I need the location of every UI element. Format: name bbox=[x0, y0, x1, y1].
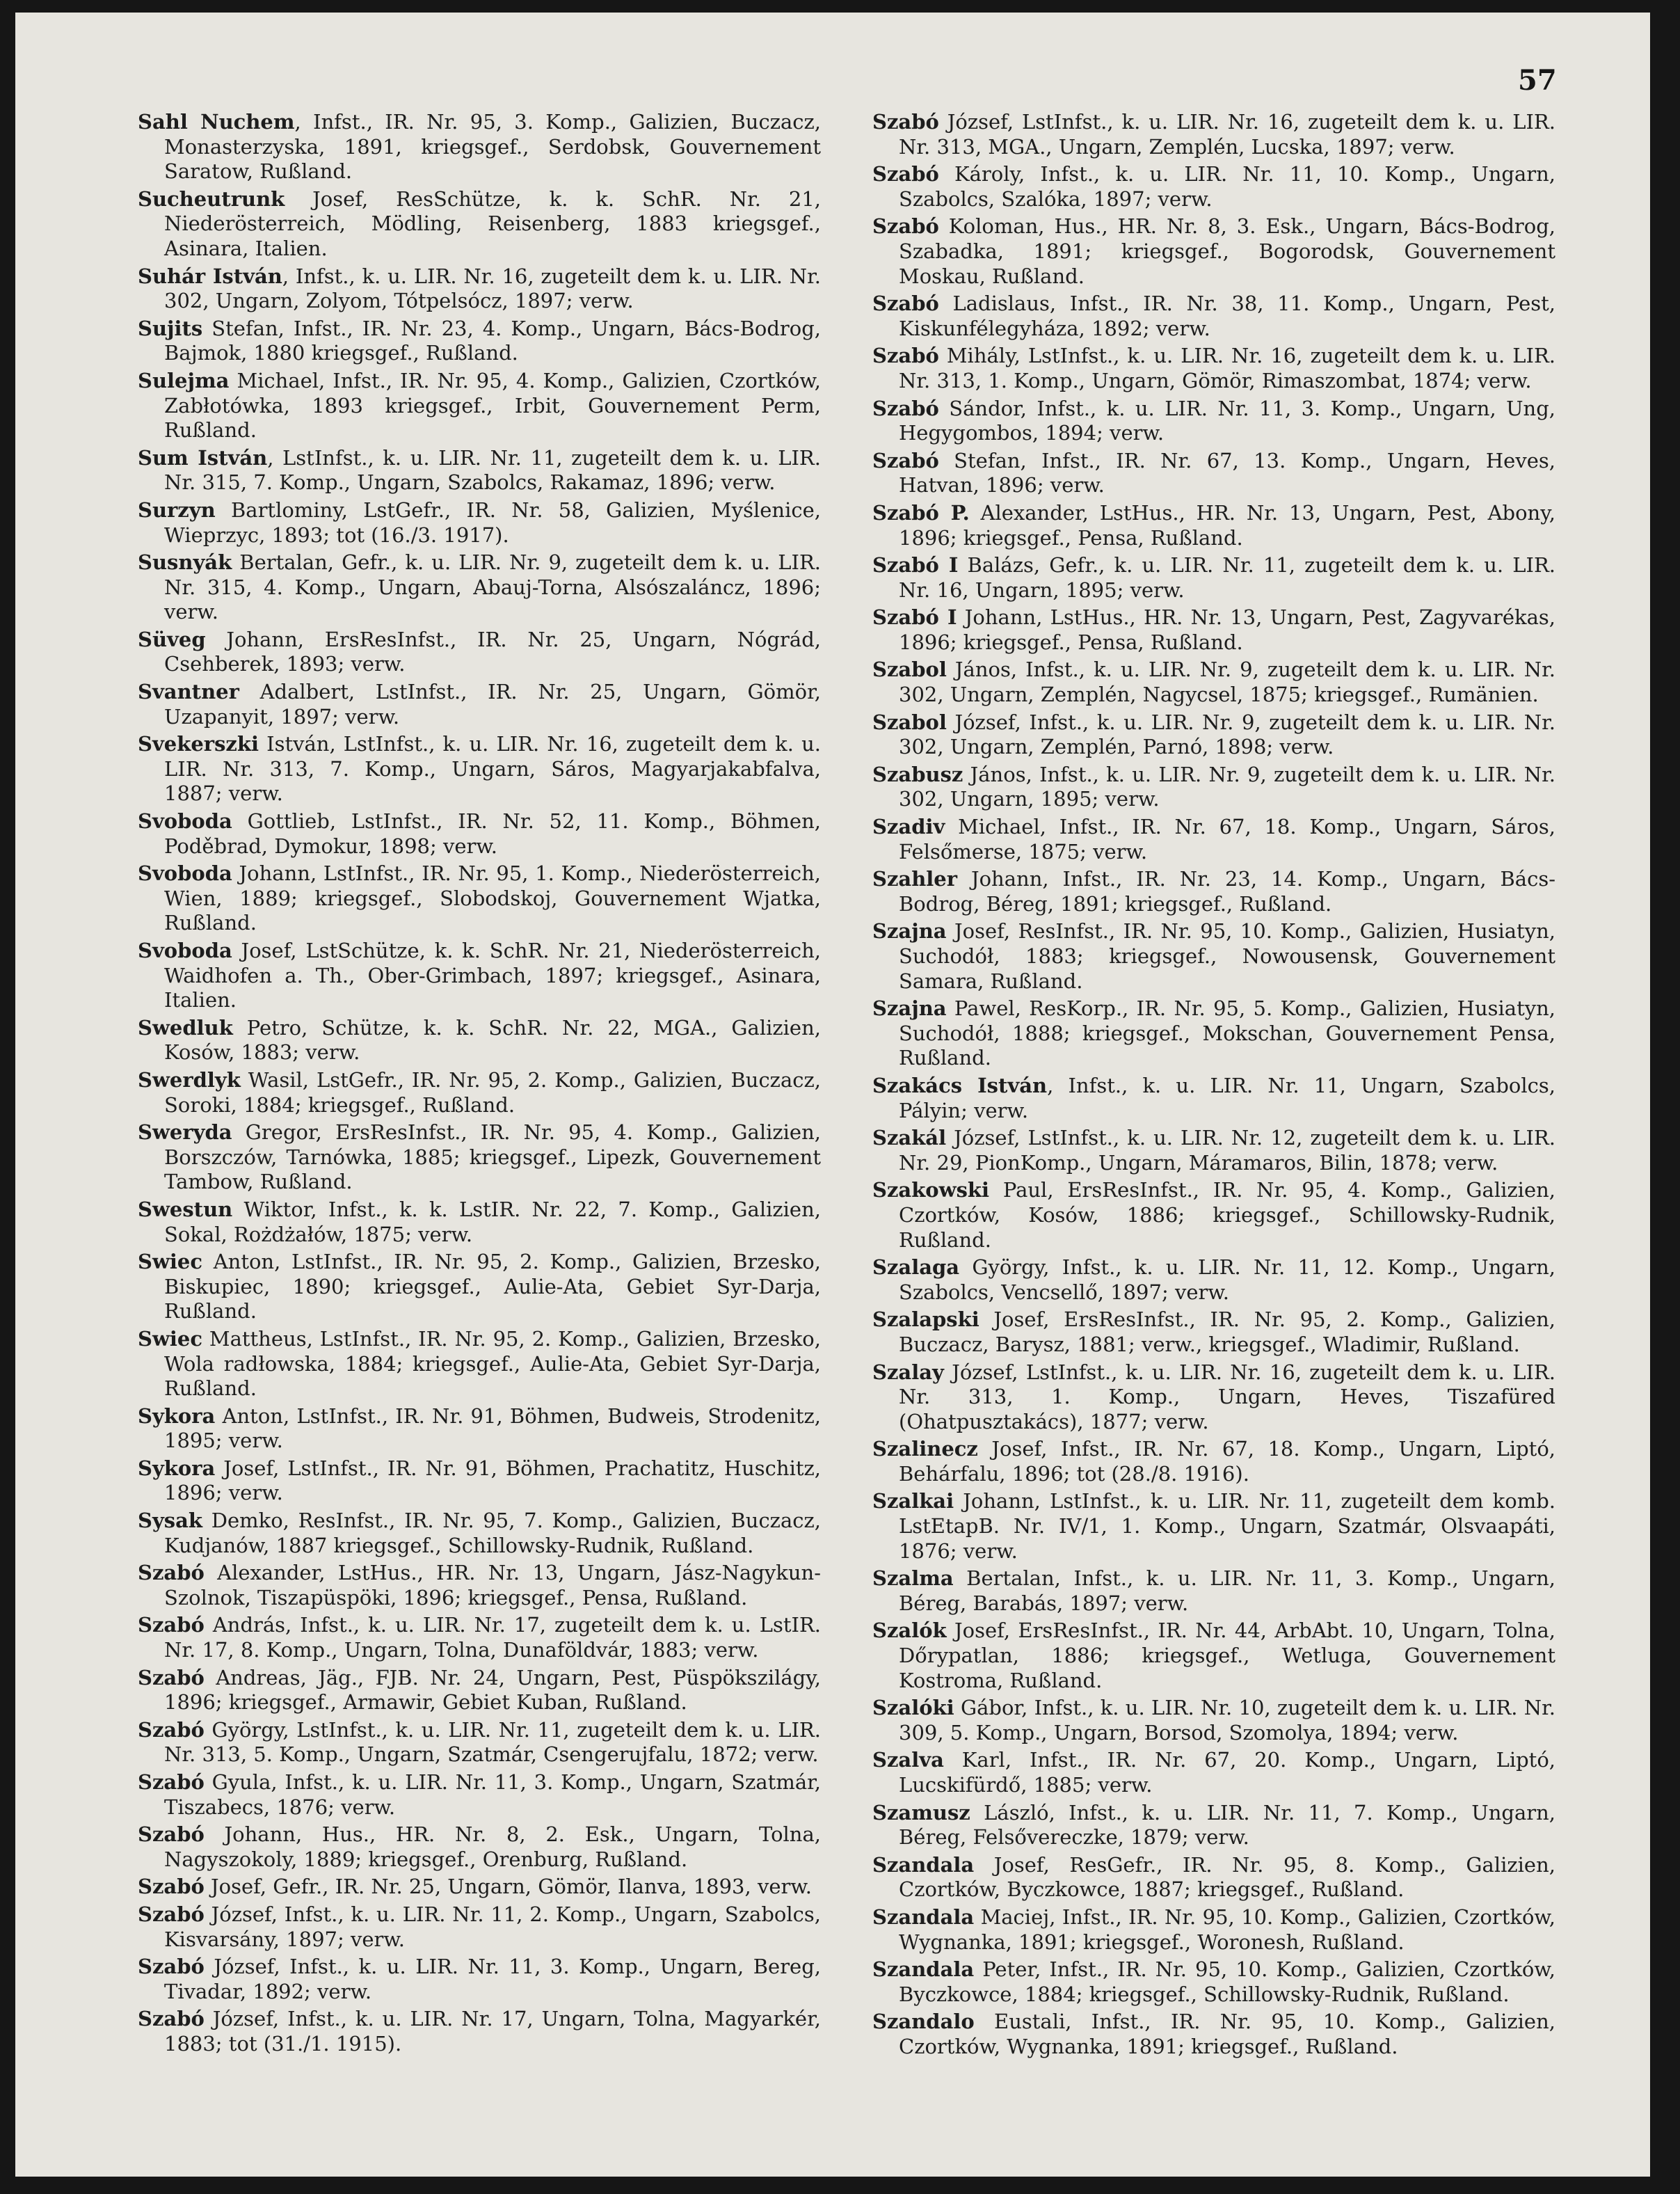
entry-surname: Szandala bbox=[872, 1852, 975, 1877]
entry-details: Gábor, Infst., k. u. LIR. Nr. 10, zugeteilt dem k. u. LIR. Nr. 309, 5. Komp., Ungarn, Borsod, Szomolya, 1894; verw. bbox=[899, 1696, 1555, 1744]
entry-details: Gyula, Infst., k. u. LIR. Nr. 11, 3. Komp., Ungarn, Szatmár, Tiszabecs, 1876; verw. bbox=[164, 1770, 821, 1819]
document-page bbox=[15, 13, 1650, 2177]
entry-surname: Szabó bbox=[872, 448, 939, 472]
entry-details: Anton, LstInfst., IR. Nr. 91, Böhmen, Budweis, Strodenitz, 1895; verw. bbox=[164, 1404, 821, 1453]
entry-details: Koloman, Hus., HR. Nr. 8, 3. Esk., Ungarn, Bács-Bodrog, Szabadka, 1891; kriegsgef., Bogorodsk, Gouvernement Moskau, Rußland. bbox=[899, 214, 1555, 288]
register-entry bbox=[138, 1456, 821, 1506]
entry-details: Johann, LstHus., HR. Nr. 13, Ungarn, Pest, Zagyvarékas, 1896; kriegsgef., Pensa, Rußland. bbox=[899, 605, 1555, 654]
entry-details: József, Infst., k. u. LIR. Nr. 11, 3. Komp., Ungarn, Bereg, Tivadar, 1892; verw. bbox=[164, 1955, 821, 2003]
register-entry bbox=[138, 1250, 821, 1324]
entry-surname: Susnyák bbox=[138, 550, 232, 575]
register-entry bbox=[138, 1770, 821, 1820]
entry-surname: Szabó P. bbox=[872, 500, 970, 525]
entry-details: József, LstInfst., k. u. LIR. Nr. 16, zugeteilt dem k. u. LIR. Nr. 313, 1. Komp., Ungarn, Heves, Tiszafüred (Ohatpusztakács), 1877; verw. bbox=[899, 1360, 1555, 1433]
register-entry bbox=[138, 2007, 821, 2056]
entry-surname: Svantner bbox=[138, 680, 239, 704]
register-entry bbox=[872, 1126, 1555, 1175]
register-entry bbox=[872, 449, 1555, 498]
entry-details: Alexander, LstHus., HR. Nr. 13, Ungarn, Jász-Nagykun-Szolnok, Tiszapüspöki, 1896; kriegsgef., Pensa, Rußland. bbox=[164, 1561, 821, 1609]
entry-surname: Szabó I bbox=[872, 605, 957, 630]
register-entry bbox=[872, 919, 1555, 994]
entry-surname: Szandalo bbox=[872, 2010, 975, 2034]
entry-details: Johann, Hus., HR. Nr. 8, 2. Esk., Ungarn, Tolna, Nagyszokoly, 1889; kriegsgef., Orenburg, Rußland. bbox=[164, 1822, 821, 1871]
entry-surname: Szakowski bbox=[872, 1178, 990, 1202]
entry-details: Petro, Schütze, k. k. SchR. Nr. 22, MGA., Galizien, Kosów, 1883; verw. bbox=[164, 1015, 821, 1065]
entry-surname: Szabó bbox=[872, 214, 939, 239]
entry-details: , Infst., k. u. LIR. Nr. 16, zugeteilt dem k. u. LIR. Nr. 302, Ungarn, Zolyom, Tótpelsócz, 1897; verw. bbox=[164, 264, 821, 313]
register-entry bbox=[138, 1718, 821, 1767]
entry-surname: Szalva bbox=[872, 1748, 944, 1772]
register-entry bbox=[872, 214, 1555, 289]
entry-details: Paul, ErsResInfst., IR. Nr. 95, 4. Komp., Galizien, Czortków, Kosów, 1886; kriegsgef., Schillowsky-Rudnik, Rußland. bbox=[899, 1178, 1555, 1252]
entry-surname: Swedluk bbox=[138, 1015, 233, 1040]
register-entry bbox=[138, 809, 821, 859]
register-entry bbox=[138, 1120, 821, 1195]
register-entry bbox=[138, 317, 821, 366]
register-entry bbox=[872, 1853, 1555, 1902]
register-entry bbox=[872, 996, 1555, 1071]
entry-details: Mattheus, LstInfst., IR. Nr. 95, 2. Komp., Galizien, Brzesko, Wola radłowska, 1884; kriegsgef., Aulie-Ata, Gebiet Syr-Darja, Rußland. bbox=[164, 1326, 821, 1401]
entry-surname: Svekerszki bbox=[138, 732, 259, 756]
register-entry bbox=[138, 939, 821, 1013]
entry-details: László, Infst., k. u. LIR. Nr. 11, 7. Komp., Ungarn, Béreg, Felsővereczke, 1879; verw. bbox=[899, 1800, 1555, 1850]
entry-surname: Szabó bbox=[138, 1717, 205, 1742]
entry-details: György, LstInfst., k. u. LIR. Nr. 11, zugeteilt dem k. u. LIR. Nr. 313, 5. Komp., Ungarn, Szatmár, Csengerujfalu, 1872; verw. bbox=[164, 1717, 821, 1767]
register-entry bbox=[138, 1955, 821, 2004]
entry-details: Sándor, Infst., k. u. LIR. Nr. 11, 3. Komp., Ungarn, Ung, Hegygombos, 1894; verw. bbox=[899, 396, 1555, 445]
entry-surname: Sulejma bbox=[138, 368, 230, 392]
entry-details: András, Infst., k. u. LIR. Nr. 17, zugeteilt dem k. u. LstIR. Nr. 17, 8. Komp., Ungarn, Tolna, Dunaföldvár, 1883; verw. bbox=[164, 1613, 821, 1662]
entry-surname: Sucheutrunk bbox=[138, 186, 285, 211]
entry-surname: Szabó bbox=[138, 1613, 205, 1637]
entry-surname: Szabó bbox=[138, 1875, 205, 1899]
entry-surname: Szajna bbox=[872, 919, 947, 944]
register-entry bbox=[872, 553, 1555, 603]
entry-details: Johann, ErsResInfst., IR. Nr. 25, Ungarn, Nógrád, Csehberek, 1893; verw. bbox=[164, 627, 821, 676]
entry-surname: Szabó bbox=[872, 396, 939, 420]
entry-surname: Szandala bbox=[872, 1957, 975, 1982]
entry-surname: Szalkai bbox=[872, 1489, 954, 1513]
entry-details: Alexander, LstHus., HR. Nr. 13, Ungarn, Pest, Abony, 1896; kriegsgef., Pensa, Rußland. bbox=[899, 500, 1555, 550]
register-entry bbox=[872, 501, 1555, 550]
entry-details: Josef, ErsResInfst., IR. Nr. 44, ArbAbt. 10, Ungarn, Tolna, Dőrypatlan, 1886; kriegsgef., Wetluga, Gouvernement Kostroma, Rußland. bbox=[899, 1619, 1555, 1692]
entry-surname: Szamusz bbox=[872, 1800, 970, 1825]
entry-surname: Sykora bbox=[138, 1404, 216, 1428]
entry-details: Bertalan, Gefr., k. u. LIR. Nr. 9, zugeteilt dem k. u. LIR. Nr. 315, 4. Komp., Ungarn, Abauj-Torna, Alsószaláncz, 1896; verw. bbox=[164, 550, 821, 624]
entry-surname: Szabó bbox=[872, 344, 939, 368]
entry-surname: Szabó bbox=[138, 1770, 205, 1794]
register-entry bbox=[872, 1905, 1555, 1955]
register-entry bbox=[138, 732, 821, 806]
entry-surname: Szabó I bbox=[872, 553, 959, 578]
entry-surname: Szabusz bbox=[872, 762, 963, 786]
entry-details: Josef, ErsResInfst., IR. Nr. 95, 2. Komp., Galizien, Buczacz, Barysz, 1881; verw., kriegsgef., Wladimir, Rußland. bbox=[899, 1307, 1555, 1356]
entry-details: Demko, ResInfst., IR. Nr. 95, 7. Komp., Galizien, Buczacz, Kudjanów, 1887 kriegsgef., Schillowsky-Rudnik, Rußland. bbox=[164, 1509, 821, 1557]
entry-surname: Swiec bbox=[138, 1250, 203, 1274]
register-entry bbox=[872, 1255, 1555, 1305]
register-entry bbox=[138, 1016, 821, 1065]
entry-details: Josef, Infst., IR. Nr. 67, 18. Komp., Ungarn, Liptó, Behárfalu, 1896; tot (28./8. 1916). bbox=[899, 1437, 1555, 1486]
entry-surname: Szajna bbox=[872, 996, 947, 1021]
register-entry bbox=[138, 446, 821, 495]
entry-surname: Szahler bbox=[872, 867, 958, 891]
entry-details: Stefan, Infst., IR. Nr. 67, 13. Komp., Ungarn, Heves, Hatvan, 1896; verw. bbox=[899, 448, 1555, 498]
register-entry bbox=[872, 344, 1555, 393]
entry-details: Josef, Gefr., IR. Nr. 25, Ungarn, Gömör, Ilanva, 1893, verw. bbox=[204, 1875, 812, 1899]
entry-details: Balázs, Gefr., k. u. LIR. Nr. 11, zugeteilt dem k. u. LIR. Nr. 16, Ungarn, 1895; verw. bbox=[899, 553, 1556, 602]
register-entry bbox=[138, 1327, 821, 1401]
register-entry bbox=[138, 680, 821, 729]
entry-surname: Szakál bbox=[872, 1126, 947, 1150]
register-entry bbox=[872, 1566, 1555, 1616]
register-entry bbox=[138, 1666, 821, 1715]
entry-details: József, LstInfst., k. u. LIR. Nr. 16, zugeteilt dem k. u. LIR. Nr. 313, MGA., Ungarn, Zemplén, Lucska, 1897; verw. bbox=[899, 110, 1555, 159]
entry-details: , Infst., IR. Nr. 95, 3. Komp., Galizien, Buczacz, Monasterzyska, 1891, kriegsgef., Serdobsk, Gouvernement Saratow, Rußland. bbox=[164, 110, 821, 184]
register-entry bbox=[872, 292, 1555, 341]
register-entry bbox=[872, 162, 1555, 212]
register-entry bbox=[872, 1748, 1555, 1797]
entry-details: Josef, ResGefr., IR. Nr. 95, 8. Komp., Galizien, Czortków, Byczkowce, 1887; kriegsgef., Rußland. bbox=[899, 1852, 1555, 1902]
entry-surname: Sykora bbox=[138, 1456, 216, 1480]
entry-surname: Szabó bbox=[138, 1665, 205, 1690]
entry-surname: Szalaga bbox=[872, 1255, 960, 1280]
entry-surname: Szabol bbox=[872, 710, 947, 734]
entry-details: Peter, Infst., IR. Nr. 95, 10. Komp., Galizien, Czortków, Byczkowce, 1884; kriegsgef., Schillowsky-Rudnik, Rußland. bbox=[899, 1957, 1555, 2006]
entry-details: Michael, Infst., IR. Nr. 95, 4. Komp., Galizien, Czortków, Zabłotówka, 1893 kriegsgef., Irbit, Gouvernement Perm, Rußland. bbox=[164, 368, 821, 443]
register-entry bbox=[872, 1696, 1555, 1745]
entry-details: József, LstInfst., k. u. LIR. Nr. 12, zugeteilt dem k. u. LIR. Nr. 29, PionKomp., Ungarn, Máramaros, Bilin, 1878; verw. bbox=[899, 1126, 1555, 1175]
entry-surname: Svoboda bbox=[138, 861, 232, 886]
entry-details: Mihály, LstInfst., k. u. LIR. Nr. 16, zugeteilt dem k. u. LIR. Nr. 313, 1. Komp., Ungarn, Gömör, Rimaszombat, 1874; verw. bbox=[899, 344, 1555, 392]
register-entry bbox=[872, 1619, 1555, 1693]
register-entry bbox=[872, 658, 1555, 707]
entry-details: Karl, Infst., IR. Nr. 67, 20. Komp., Ungarn, Liptó, Lucskifürdő, 1885; verw. bbox=[899, 1748, 1555, 1797]
register-entry bbox=[138, 861, 821, 936]
entry-surname: Szandala bbox=[872, 1905, 975, 1929]
entry-surname: Szabó bbox=[138, 1902, 205, 1926]
register-entry bbox=[138, 1404, 821, 1454]
register-entry bbox=[872, 397, 1555, 446]
entry-details: József, Infst., k. u. LIR. Nr. 11, 2. Komp., Ungarn, Szabolcs, Kisvarsány, 1897; verw. bbox=[164, 1902, 821, 1951]
entry-surname: Szalóki bbox=[872, 1696, 954, 1720]
entry-details: Johann, Infst., IR. Nr. 23, 14. Komp., Ungarn, Bács-Bodrog, Béreg, 1891; kriegsgef., Rußland. bbox=[899, 867, 1555, 916]
entry-surname: Szalapski bbox=[872, 1307, 979, 1332]
entry-details: Ladislaus, Infst., IR. Nr. 38, 11. Komp., Ungarn, Pest, Kiskunfélegyháza, 1892; verw. bbox=[899, 292, 1555, 340]
entry-surname: Sum István bbox=[138, 445, 268, 470]
entry-surname: Swiec bbox=[138, 1326, 203, 1351]
register-entry bbox=[138, 187, 821, 262]
register-entry bbox=[872, 605, 1555, 655]
entry-details: Gregor, ErsResInfst., IR. Nr. 95, 4. Komp., Galizien, Borszczów, Tarnówka, 1885; kriegsgef., Lipezk, Gouvernement Tambow, Rußland. bbox=[164, 1120, 821, 1194]
register-entry bbox=[872, 710, 1555, 760]
entry-details: Pawel, ResKorp., IR. Nr. 95, 5. Komp., Galizien, Husiatyn, Suchodół, 1888; kriegsgef., Mokschan, Gouvernement Pensa, Rußland. bbox=[899, 996, 1555, 1070]
entry-surname: Süveg bbox=[138, 627, 206, 651]
register-entry bbox=[138, 1875, 821, 1900]
entry-details: , LstInfst., k. u. LIR. Nr. 11, zugeteilt dem k. u. LIR. Nr. 315, 7. Komp., Ungarn, Szabolcs, Rakamaz, 1896; verw. bbox=[164, 445, 821, 495]
register-entry bbox=[138, 1068, 821, 1118]
register-entry bbox=[872, 110, 1555, 159]
entry-surname: Sahl Nuchem bbox=[138, 110, 295, 134]
entry-details: Josef, LstInfst., IR. Nr. 91, Böhmen, Prachatitz, Huschitz, 1896; verw. bbox=[164, 1456, 821, 1505]
register-entry bbox=[138, 1561, 821, 1610]
register-entry bbox=[872, 1957, 1555, 2007]
register-entry bbox=[872, 1178, 1555, 1253]
register-entry bbox=[872, 1437, 1555, 1486]
entry-details: Stefan, Infst., IR. Nr. 23, 4. Komp., Ungarn, Bács-Bodrog, Bajmok, 1880 kriegsgef., Rußland. bbox=[164, 316, 821, 365]
entry-details: Eustali, Infst., IR. Nr. 95, 10. Komp., Galizien, Czortków, Wygnanka, 1891; kriegsgef., Rußland. bbox=[899, 2010, 1555, 2058]
entry-details: Bartlominy, LstGefr., IR. Nr. 58, Galizien, Myślenice, Wieprzyc, 1893; tot (16./3. 1917). bbox=[164, 498, 821, 547]
entry-surname: Sysak bbox=[138, 1509, 203, 1533]
register-entry bbox=[138, 1822, 821, 1872]
entry-details: Maciej, Infst., IR. Nr. 95, 10. Komp., Galizien, Czortków, Wygnanka, 1891; kriegsgef., Woronesh, Rußland. bbox=[899, 1905, 1555, 1954]
page-number: 57 bbox=[1518, 64, 1557, 97]
entry-details: Josef, ResInfst., IR. Nr. 95, 10. Komp., Galizien, Husiatyn, Suchodół, 1883; kriegsgef., Nowousensk, Gouvernement Samara, Rußland. bbox=[899, 919, 1555, 993]
entry-surname: Szabó bbox=[872, 162, 939, 186]
entry-surname: Sujits bbox=[138, 316, 203, 340]
register-entry bbox=[872, 763, 1555, 812]
entry-surname: Szadiv bbox=[872, 815, 945, 839]
entry-surname: Surzyn bbox=[138, 498, 216, 522]
entry-details: József, Infst., k. u. LIR. Nr. 17, Ungarn, Tolna, Magyarkér, 1883; tot (31./1. 1915). bbox=[164, 2007, 821, 2056]
entry-details: Wasil, LstGefr., IR. Nr. 95, 2. Komp., Galizien, Buczacz, Soroki, 1884; kriegsgef., Rußland. bbox=[164, 1067, 821, 1117]
register-entry bbox=[872, 867, 1555, 916]
entry-details: Josef, LstSchütze, k. k. SchR. Nr. 21, Niederösterreich, Waidhofen a. Th., Ober-Grimbach, 1897; kriegsgef., Asinara, Italien. bbox=[164, 939, 821, 1012]
entry-surname: Szabó bbox=[872, 292, 939, 316]
entry-details: István, LstInfst., k. u. LIR. Nr. 16, zugeteilt dem k. u. LIR. Nr. 313, 7. Komp., Ungarn, Sáros, Magyarjakabfalva, 1887; verw. bbox=[164, 732, 821, 806]
entry-details: József, Infst., k. u. LIR. Nr. 9, zugeteilt dem k. u. LIR. Nr. 302, Ungarn, Zemplén, Parnó, 1898; verw. bbox=[899, 710, 1555, 759]
entry-details: Gottlieb, LstInfst., IR. Nr. 52, 11. Komp., Böhmen, Poděbrad, Dymokur, 1898; verw. bbox=[164, 809, 821, 858]
entry-surname: Szabó bbox=[138, 1955, 205, 1979]
left-column bbox=[138, 110, 821, 2060]
register-entry bbox=[872, 1307, 1555, 1357]
register-entry bbox=[138, 1613, 821, 1662]
entry-surname: Suhár István bbox=[138, 264, 282, 288]
entry-details: János, Infst., k. u. LIR. Nr. 9, zugeteilt dem k. u. LIR. Nr. 302, Ungarn, Zemplén, Nagycsel, 1875; kriegsgef., Rumänien. bbox=[899, 658, 1555, 707]
entry-surname: Szakács István bbox=[872, 1073, 1048, 1097]
entry-surname: Szalma bbox=[872, 1566, 954, 1591]
entry-surname: Szalay bbox=[872, 1360, 944, 1384]
register-entry bbox=[138, 1198, 821, 1247]
register-entry bbox=[138, 628, 821, 677]
register-entry bbox=[872, 1801, 1555, 1850]
entry-surname: Swestun bbox=[138, 1197, 233, 1221]
entry-details: Bertalan, Infst., k. u. LIR. Nr. 11, 3. Komp., Ungarn, Béreg, Barabás, 1897; verw. bbox=[899, 1566, 1555, 1615]
entry-surname: Svoboda bbox=[138, 939, 232, 962]
register-entry bbox=[872, 1360, 1555, 1435]
entry-details: Josef, ResSchütze, k. k. SchR. Nr. 21, Niederösterreich, Mödling, Reisenberg, 1883 kriegsgef., Asinara, Italien. bbox=[164, 186, 821, 260]
register-entry bbox=[138, 264, 821, 314]
entry-surname: Szabó bbox=[138, 1822, 205, 1847]
entry-details: Wiktor, Infst., k. k. LstIR. Nr. 22, 7. Komp., Galizien, Sokal, Rożdżałów, 1875; verw. bbox=[164, 1197, 821, 1246]
register-entry bbox=[872, 2010, 1555, 2059]
entry-surname: Sweryda bbox=[138, 1120, 232, 1145]
entry-surname: Szalók bbox=[872, 1619, 947, 1643]
entry-details: Adalbert, LstInfst., IR. Nr. 25, Ungarn, Gömör, Uzapanyit, 1897; verw. bbox=[164, 680, 821, 729]
entry-surname: Szalinecz bbox=[872, 1437, 978, 1461]
entry-surname: Swerdlyk bbox=[138, 1067, 241, 1092]
entry-surname: Szabó bbox=[138, 2007, 205, 2031]
entry-details: Andreas, Jäg., FJB. Nr. 24, Ungarn, Pest, Püspökszilágy, 1896; kriegsgef., Armawir, Gebiet Kuban, Rußland. bbox=[164, 1665, 821, 1715]
register-entry bbox=[138, 1902, 821, 1952]
register-entry bbox=[872, 1074, 1555, 1123]
entry-surname: Svoboda bbox=[138, 809, 232, 834]
register-entry bbox=[138, 550, 821, 625]
register-entry bbox=[138, 369, 821, 443]
register-entry bbox=[138, 1509, 821, 1558]
register-entry bbox=[138, 110, 821, 184]
entry-details: Károly, Infst., k. u. LIR. Nr. 11, 10. Komp., Ungarn, Szabolcs, Szalóka, 1897; verw. bbox=[899, 162, 1555, 211]
entry-surname: Szabol bbox=[872, 658, 947, 682]
right-column bbox=[872, 110, 1555, 2062]
register-entry bbox=[138, 498, 821, 548]
entry-details: Michael, Infst., IR. Nr. 67, 18. Komp., Ungarn, Sáros, Felsőmerse, 1875; verw. bbox=[899, 815, 1555, 864]
entry-surname: Szabó bbox=[872, 110, 939, 134]
entry-details: , Infst., k. u. LIR. Nr. 11, Ungarn, Szabolcs, Pályin; verw. bbox=[899, 1073, 1555, 1122]
register-entry bbox=[872, 815, 1555, 864]
entry-details: Anton, LstInfst., IR. Nr. 95, 2. Komp., Galizien, Brzesko, Biskupiec, 1890; kriegsgef., Aulie-Ata, Gebiet Syr-Darja, Rußland. bbox=[164, 1250, 821, 1323]
entry-surname: Szabó bbox=[138, 1561, 205, 1585]
entry-details: Johann, LstInfst., k. u. LIR. Nr. 11, zugeteilt dem komb. LstEtapB. Nr. IV/1, 1. Komp., Ungarn, Szatmár, Olsvaapáti, 1876; verw. bbox=[899, 1489, 1555, 1563]
entry-details: János, Infst., k. u. LIR. Nr. 9, zugeteilt dem k. u. LIR. Nr. 302, Ungarn, 1895; verw. bbox=[899, 762, 1555, 811]
entry-details: Johann, LstInfst., IR. Nr. 95, 1. Komp., Niederösterreich, Wien, 1889; kriegsgef., Slobodskoj, Gouvernement Wjatka, Rußland. bbox=[164, 861, 821, 935]
entry-details: György, Infst., k. u. LIR. Nr. 11, 12. Komp., Ungarn, Szabolcs, Vencsellő, 1897; verw. bbox=[899, 1255, 1555, 1304]
register-entry bbox=[872, 1489, 1555, 1564]
